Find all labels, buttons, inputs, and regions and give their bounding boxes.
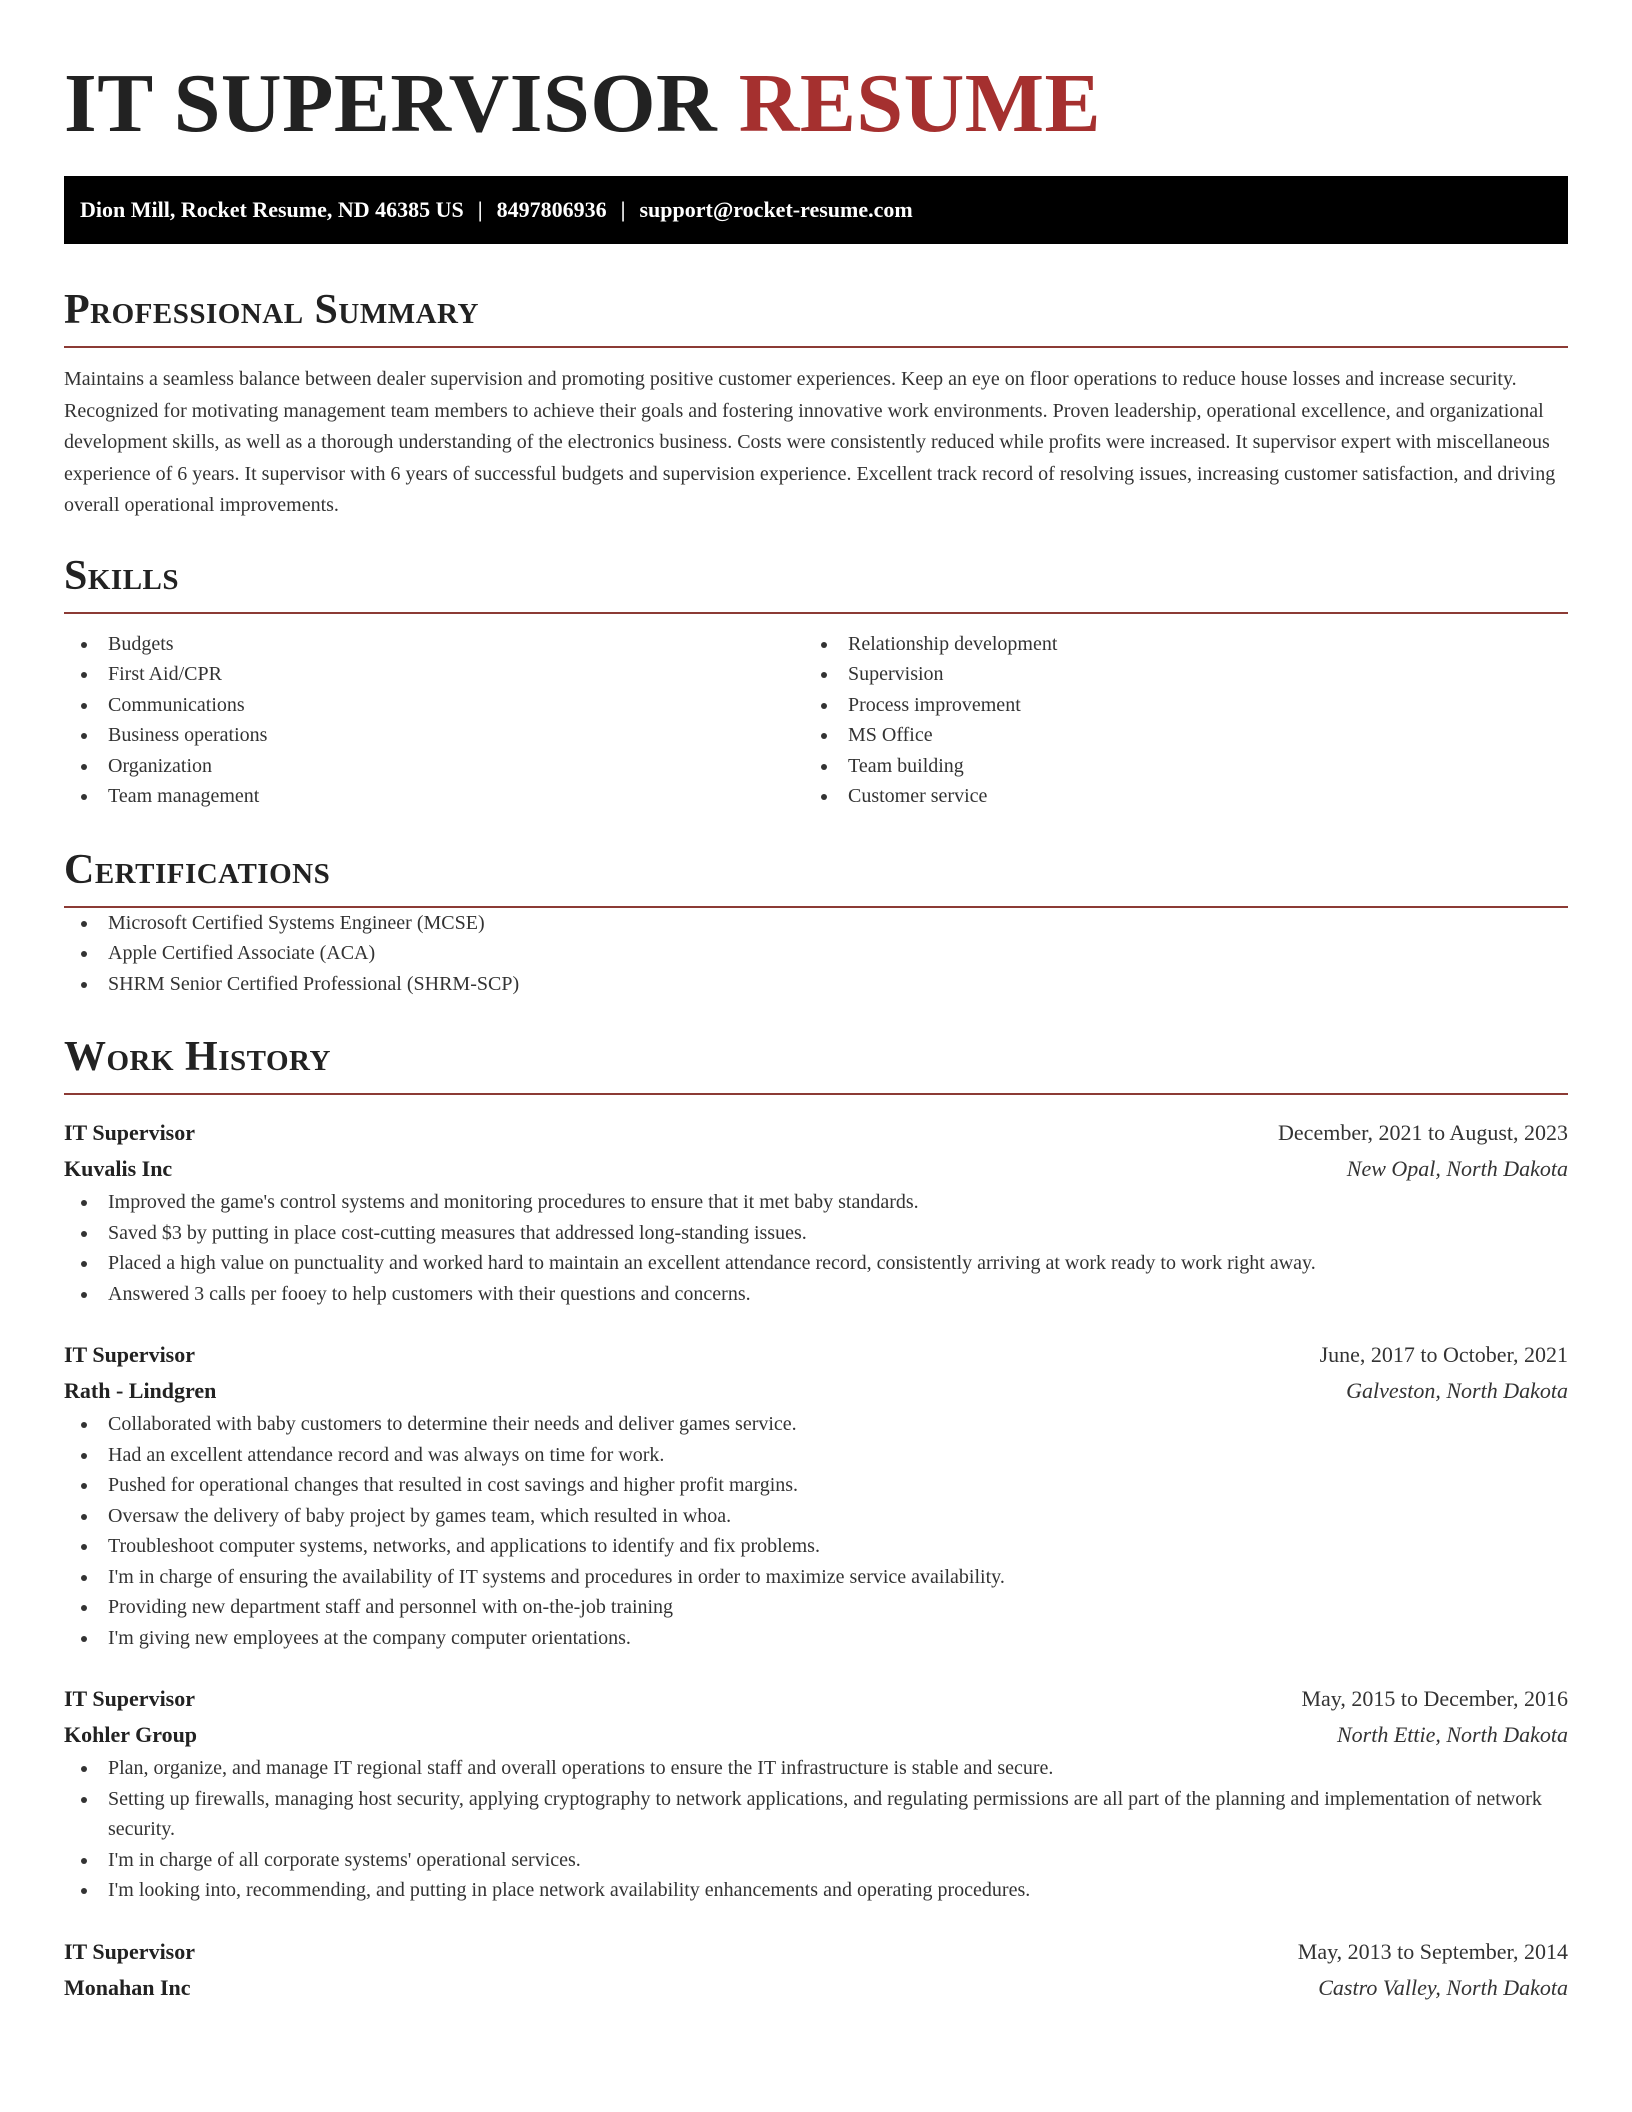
job-header-row — [64, 1681, 1568, 1717]
section-heading-work-history: Work History — [64, 1031, 1568, 1095]
job-company: Kohler Group — [64, 1722, 198, 1747]
section-heading-certifications: Certifications — [64, 844, 1568, 908]
job-duties-list — [64, 1409, 1568, 1653]
job-duty: Improved the game's control systems and monitoring procedures to ensure that it met baby standards. — [64, 1187, 1568, 1218]
job-company-row — [64, 1151, 1568, 1187]
job-company-row — [64, 1717, 1568, 1753]
job-duty: Placed a high value on punctuality and worked hard to maintain an excellent attendance record, consistently arriving at work ready to work right away. — [64, 1248, 1568, 1279]
skill-item: Business operations — [64, 720, 804, 751]
job-header-row — [64, 1337, 1568, 1373]
job-title: IT Supervisor — [64, 1342, 196, 1367]
job-company: Monahan Inc — [64, 1974, 191, 2000]
contact-email: support@rocket-resume.com — [639, 197, 913, 222]
job-company-row — [64, 1970, 1568, 2006]
job-company: Rath - Lindgren — [64, 1378, 217, 1403]
certification-item: Microsoft Certified Systems Engineer (MCSE) — [64, 908, 1568, 939]
job-title: IT Supervisor — [64, 1120, 196, 1145]
section-heading-summary: Professional Summary — [64, 284, 1568, 348]
job-duty: I'm giving new employees at the company computer orientations. — [64, 1623, 1568, 1654]
job-entry — [64, 1934, 1568, 2006]
job-duty: Had an excellent attendance record and was always on time for work. — [64, 1440, 1568, 1471]
skills-list — [64, 629, 1568, 812]
job-title: IT Supervisor — [64, 1938, 196, 1964]
skill-item: Organization — [64, 751, 804, 782]
job-duties-list — [64, 1753, 1568, 1906]
job-entry — [64, 1681, 1568, 1906]
skills-column-right — [804, 629, 1544, 812]
skill-item: Relationship development — [804, 629, 1544, 660]
title-accent: RESUME — [738, 57, 1102, 150]
job-duty: Oversaw the delivery of baby project by games team, which resulted in whoa. — [64, 1501, 1568, 1532]
summary-text: Maintains a seamless balance between dealer supervision and promoting positive customer experiences. Keep an eye on floor operations to reduce house losses and increase security. Recognized for motivating management team members to achieve their goals and fostering innovative work environments. Proven leadership, operational excellence, and organizational development skills, as well as a thorough understanding of the electronics business. Costs were consistently reduced while profits were increased. It supervisor expert with miscellaneous experience of 6 years. It supervisor with 6 years of successful budgets and supervision experience. Excellent track record of resolving issues, increasing customer satisfaction, and driving overall operational improvements. — [64, 368, 1556, 516]
job-duty: Providing new department staff and personnel with on-the-job training — [64, 1592, 1568, 1623]
skill-item: Communications — [64, 690, 804, 721]
skill-item: Supervision — [804, 659, 1544, 690]
job-entry — [64, 1115, 1568, 1309]
job-header-row — [64, 1115, 1568, 1151]
job-dates: May, 2015 to December, 2016 — [1301, 1686, 1568, 1711]
job-location: Galveston, North Dakota — [1346, 1378, 1568, 1403]
job-location: New Opal, North Dakota — [1346, 1156, 1568, 1181]
contact-separator: | — [477, 197, 483, 222]
job-duty: Saved $3 by putting in place cost-cutting measures that addressed long-standing issues. — [64, 1218, 1568, 1249]
job-duty: Collaborated with baby customers to determine their needs and deliver games service. — [64, 1409, 1568, 1440]
job-company: Kuvalis Inc — [64, 1156, 173, 1181]
job-duty: I'm in charge of ensuring the availability of IT systems and procedures in order to maximize service availability. — [64, 1562, 1568, 1593]
skill-item: MS Office — [804, 720, 1544, 751]
job-location: Castro Valley, North Dakota — [1318, 1974, 1568, 2000]
skills-column-left — [64, 629, 804, 812]
job-duty: Plan, organize, and manage IT regional staff and overall operations to ensure the IT infrastructure is stable and secure. — [64, 1753, 1568, 1784]
certifications-list — [64, 908, 1568, 1000]
contact-separator: | — [620, 197, 626, 222]
skill-item: First Aid/CPR — [64, 659, 804, 690]
title-main: IT SUPERVISOR — [64, 57, 718, 150]
skill-item: Team management — [64, 781, 804, 812]
job-dates: December, 2021 to August, 2023 — [1278, 1120, 1568, 1145]
skill-item: Process improvement — [804, 690, 1544, 721]
job-location: North Ettie, North Dakota — [1337, 1722, 1568, 1747]
certification-item: SHRM Senior Certified Professional (SHRM-SCP) — [64, 969, 1568, 1000]
job-duty: Troubleshoot computer systems, networks, and applications to identify and fix problems. — [64, 1531, 1568, 1562]
job-duty: I'm in charge of all corporate systems' operational services. — [64, 1845, 1568, 1876]
job-duty: Pushed for operational changes that resulted in cost savings and higher profit margins. — [64, 1470, 1568, 1501]
job-dates: May, 2013 to September, 2014 — [1297, 1938, 1568, 1964]
job-duty: Answered 3 calls per fooey to help customers with their questions and concerns. — [64, 1279, 1568, 1310]
contact-bar — [64, 176, 1568, 244]
job-duty: Setting up firewalls, managing host security, applying cryptography to network applications, and regulating permissions are all part of the planning and implementation of network security. — [64, 1784, 1568, 1845]
job-header-row — [64, 1934, 1568, 1970]
skill-item: Team building — [804, 751, 1544, 782]
job-dates: June, 2017 to October, 2021 — [1319, 1342, 1568, 1367]
contact-address: Dion Mill, Rocket Resume, ND 46385 US — [80, 197, 464, 222]
skill-item: Budgets — [64, 629, 804, 660]
job-duties-list — [64, 1187, 1568, 1309]
resume-title — [64, 0, 1568, 170]
job-company-row — [64, 1373, 1568, 1409]
job-title: IT Supervisor — [64, 1686, 196, 1711]
certification-item: Apple Certified Associate (ACA) — [64, 938, 1568, 969]
job-duty: I'm looking into, recommending, and putting in place network availability enhancements and operating procedures. — [64, 1875, 1568, 1906]
job-entry — [64, 1337, 1568, 1653]
resume-page — [64, 0, 1568, 2006]
contact-phone: 8497806936 — [496, 197, 607, 222]
skill-item: Customer service — [804, 781, 1544, 812]
section-heading-skills: Skills — [64, 550, 1568, 614]
